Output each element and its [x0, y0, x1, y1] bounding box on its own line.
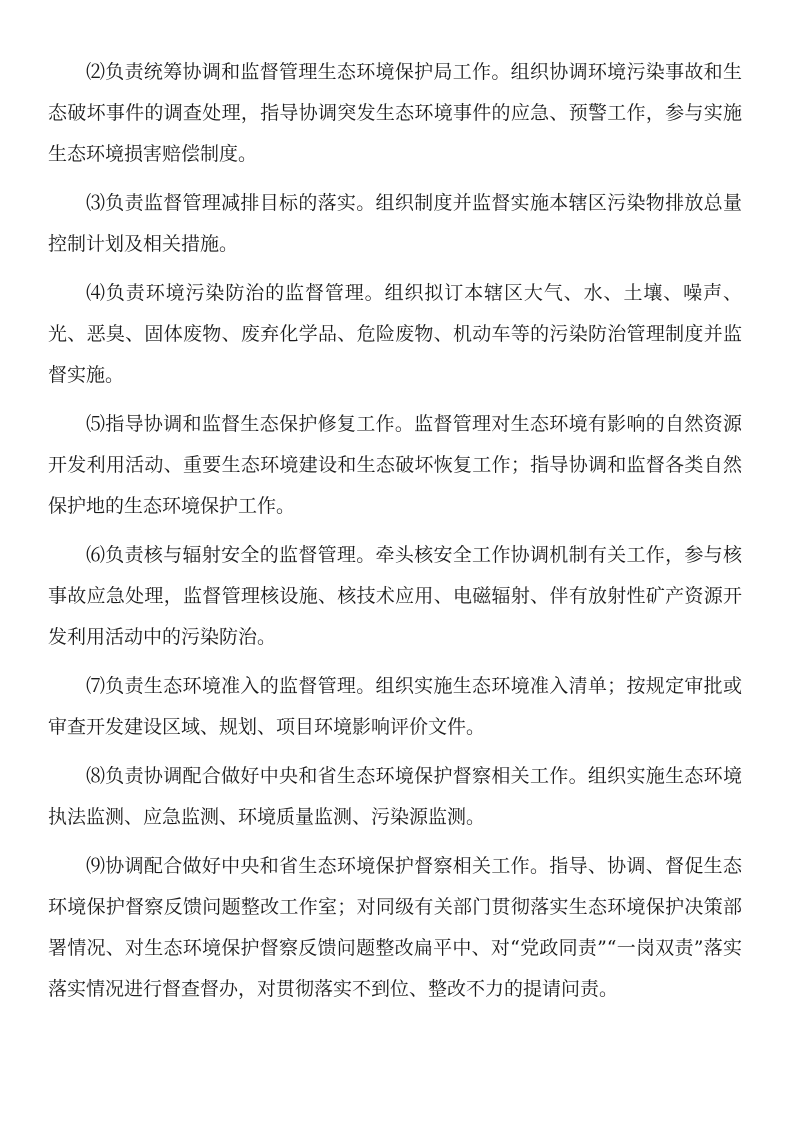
paragraph-4: ⑷负责环境污染防治的监督管理。组织拟订本辖区大气、水、土壤、噪声、光、恶臭、固体废物、废弃化学品、危险废物、机动车等的污染防治管理制度并监督实施。 [48, 282, 742, 386]
paragraph-8: ⑻负责协调配合做好中央和省生态环境保护督察相关工作。组织实施生态环境执法监测、应急监测、环境质量监测、污染源监测。 [48, 765, 742, 828]
paragraph-3: ⑶负责监督管理减排目标的落实。组织制度并监督实施本辖区污染物排放总量控制计划及相关措施。 [48, 192, 742, 255]
document-body [48, 52, 742, 1018]
paragraph-5: ⑸指导协调和监督生态保护修复工作。监督管理对生态环境有影响的自然资源开发利用活动、重要生态环境建设和生态破坏恢复工作；指导协调和监督各类自然保护地的生态环境保护工作。 [48, 413, 742, 517]
paragraph-9: ⑼协调配合做好中央和省生态环境保护督察相关工作。指导、协调、督促生态环境保护督察反馈问题整改工作室；对同级有关部门贯彻落实生态环境保护决策部署情况、对生态环境保护督察反馈问题整改扁平中、对“党政同责”“一岗双责”落实落实情况进行督查督办，对贯彻落实不到位、整改不力的提请问责。 [48, 855, 742, 1000]
paragraph-6: ⑹负责核与辐射安全的监督管理。牵头核安全工作协调机制有关工作，参与核事故应急处理，监督管理核设施、核技术应用、电磁辐射、伴有放射性矿产资源开发利用活动中的污染防治。 [48, 544, 742, 648]
paragraph-2: ⑵负责统筹协调和监督管理生态环境保护局工作。组织协调环境污染事故和生态破坏事件的调查处理，指导协调突发生态环境事件的应急、预警工作，参与实施生态环境损害赔偿制度。 [48, 61, 742, 165]
paragraph-7: ⑺负责生态环境准入的监督管理。组织实施生态环境准入清单；按规定审批或审查开发建设区域、规划、项目环境影响评价文件。 [48, 675, 742, 738]
